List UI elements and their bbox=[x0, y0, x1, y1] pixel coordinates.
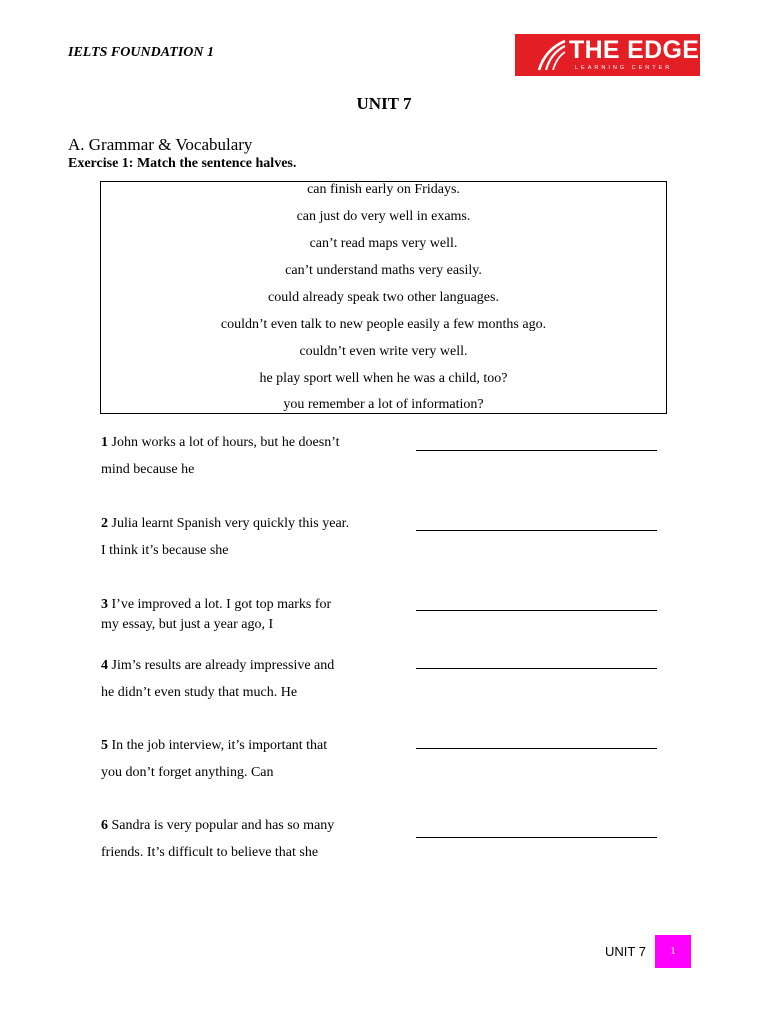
question-3-line2: my essay, but just a year ago, I bbox=[101, 617, 274, 632]
question-text: I’ve improved a lot. I got top marks for bbox=[111, 597, 332, 612]
option-item: can’t read maps very well. bbox=[309, 236, 458, 251]
question-text: In the job interview, it’s important that bbox=[111, 738, 328, 753]
the-edge-logo bbox=[515, 34, 700, 76]
question-number: 1 bbox=[101, 435, 108, 450]
sentence-endings-box bbox=[100, 181, 667, 414]
page-number-badge: 1 bbox=[655, 935, 691, 968]
question-text: Sandra is very popular and has so many bbox=[111, 818, 335, 833]
question-4-line1 bbox=[101, 658, 334, 674]
question-text: Jim’s results are already impressive and bbox=[111, 658, 335, 673]
answer-blank-3[interactable] bbox=[416, 610, 657, 611]
unit-title: UNIT 7 bbox=[356, 94, 412, 113]
section-title: A. Grammar & Vocabulary bbox=[68, 135, 253, 154]
footer-unit-label: UNIT 7 bbox=[605, 944, 646, 959]
option-item: couldn’t even write very well. bbox=[299, 344, 468, 359]
question-number: 6 bbox=[101, 818, 108, 833]
question-number: 4 bbox=[101, 658, 108, 673]
question-number: 3 bbox=[101, 597, 108, 612]
answer-blank-1[interactable] bbox=[416, 450, 657, 451]
option-item: can’t understand maths very easily. bbox=[285, 263, 482, 278]
option-item: couldn’t even talk to new people easily a few months ago. bbox=[220, 317, 547, 332]
question-2-line1 bbox=[101, 516, 349, 532]
question-number: 5 bbox=[101, 738, 108, 753]
option-item: he play sport well when he was a child, too? bbox=[259, 371, 508, 386]
question-6-line1 bbox=[101, 818, 334, 834]
logo-swoosh-icon bbox=[537, 39, 567, 71]
question-text: John works a lot of hours, but he doesn’t bbox=[111, 435, 340, 450]
logo-subtext: LEARNING CENTER bbox=[575, 65, 673, 71]
answer-blank-4[interactable] bbox=[416, 668, 657, 669]
question-6-line2: friends. It’s difficult to believe that she bbox=[101, 845, 319, 860]
answer-blank-2[interactable] bbox=[416, 530, 657, 531]
question-5-line1 bbox=[101, 738, 327, 754]
logo-text: THE EDGE bbox=[569, 36, 700, 64]
question-2-line2: I think it’s because she bbox=[101, 543, 229, 558]
exercise-title: Exercise 1: Match the sentence halves. bbox=[68, 156, 297, 171]
question-text: Julia learnt Spanish very quickly this year. bbox=[111, 516, 350, 531]
answer-blank-5[interactable] bbox=[416, 748, 657, 749]
option-item: can finish early on Fridays. bbox=[307, 182, 460, 197]
question-5-line2: you don’t forget anything. Can bbox=[101, 765, 274, 780]
option-item: you remember a lot of information? bbox=[283, 397, 484, 412]
question-4-line2: he didn’t even study that much. He bbox=[101, 685, 298, 700]
course-title: IELTS FOUNDATION 1 bbox=[68, 45, 214, 60]
question-number: 2 bbox=[101, 516, 108, 531]
option-item: could already speak two other languages. bbox=[268, 290, 499, 305]
question-1-line2: mind because he bbox=[101, 462, 195, 477]
question-3-line1 bbox=[101, 597, 331, 613]
answer-blank-6[interactable] bbox=[416, 837, 657, 838]
question-1-line1 bbox=[101, 435, 340, 451]
option-item: can just do very well in exams. bbox=[296, 209, 471, 224]
